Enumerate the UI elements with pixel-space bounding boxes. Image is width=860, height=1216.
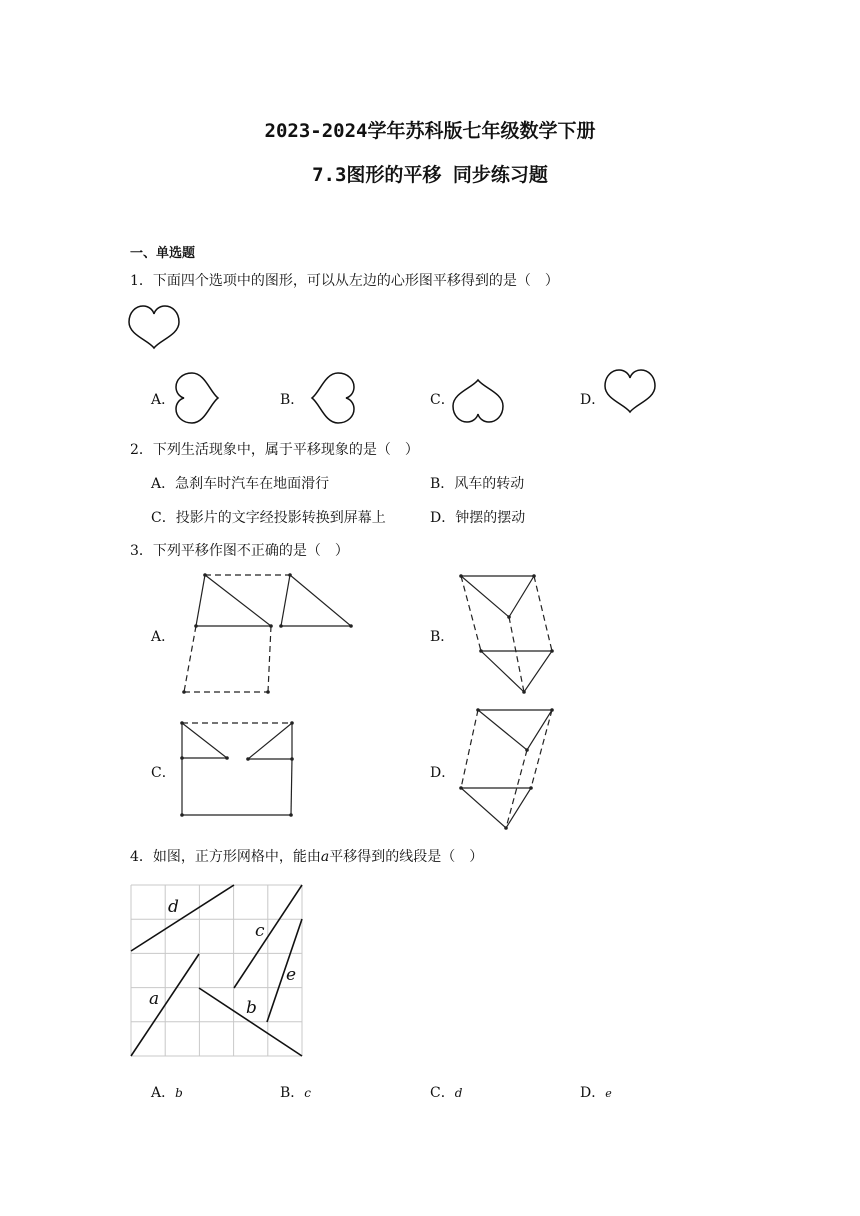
- q4-option-a[interactable]: [151, 1082, 183, 1102]
- label-d: d: [168, 897, 179, 917]
- q3-option-d[interactable]: D．: [430, 765, 456, 781]
- option-label: D．: [580, 1085, 606, 1101]
- square-grid: [131, 885, 302, 1056]
- doc-title: 2023-2024学年苏科版七年级数学下册: [264, 120, 596, 142]
- q1-option-c[interactable]: C．: [430, 392, 455, 408]
- question-text: 下列平移作图不正确的是（ ）: [152, 543, 349, 559]
- segment-e: [267, 919, 302, 1022]
- question-text-after: 平移得到的线段是（ ）: [329, 849, 484, 865]
- q1-option-b[interactable]: B．: [280, 392, 305, 408]
- q2-option-a[interactable]: A．急刹车时汽车在地面滑行: [151, 476, 330, 492]
- segment-d: [131, 885, 234, 951]
- question-number: 3．: [130, 543, 153, 559]
- q3-option-c[interactable]: C．: [151, 765, 176, 781]
- section-heading: 一、单选题: [130, 246, 196, 261]
- q4-option-d[interactable]: [580, 1082, 612, 1102]
- q2-option-c[interactable]: C．投影片的文字经投影转换到屏幕上: [151, 510, 386, 526]
- label-e: e: [286, 965, 297, 985]
- question-text-before: 如图，正方形网格中，能由: [152, 849, 321, 865]
- option-label: A．: [151, 1085, 176, 1101]
- question-number: 4．: [130, 849, 153, 865]
- option-value: c: [304, 1086, 312, 1100]
- q4-option-b[interactable]: [280, 1082, 311, 1102]
- doc-subtitle: 7.3图形的平移 同步练习题: [312, 164, 548, 186]
- q1-option-a[interactable]: A．: [151, 392, 176, 408]
- option-value: e: [605, 1087, 612, 1100]
- q2-option-d[interactable]: D．钟摆的摆动: [430, 510, 526, 526]
- q2-option-b[interactable]: B．风车的转动: [430, 476, 525, 492]
- q1-option-d[interactable]: D．: [580, 392, 606, 408]
- question-number: 1．: [130, 273, 153, 289]
- q3-option-b[interactable]: B．: [430, 629, 455, 645]
- option-value: d: [454, 1086, 463, 1100]
- question-variable: a: [320, 849, 330, 865]
- option-label: C．: [430, 1085, 455, 1101]
- label-a: a: [149, 989, 160, 1009]
- label-b: b: [246, 998, 257, 1018]
- question-text: 下面四个选项中的图形，可以从左边的心形图平移得到的是（ ）: [152, 273, 559, 289]
- q3-option-a[interactable]: A．: [151, 629, 176, 645]
- question-text: 下列生活现象中，属于平移现象的是（ ）: [152, 442, 419, 458]
- q4-option-c[interactable]: [430, 1082, 462, 1102]
- option-value: b: [175, 1086, 183, 1100]
- question-number: 2．: [130, 442, 153, 458]
- option-label: B．: [280, 1085, 305, 1101]
- label-c: c: [255, 921, 265, 941]
